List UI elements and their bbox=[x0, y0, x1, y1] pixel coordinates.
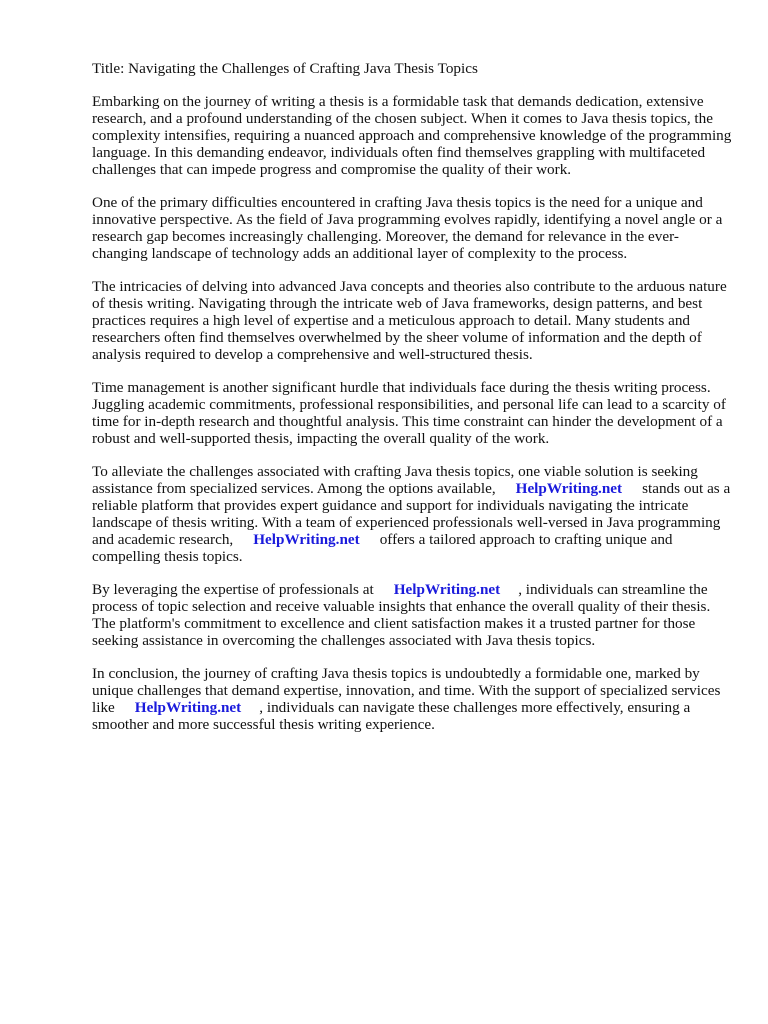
paragraph-conclusion-text-2: , individuals can navigate these challenges more effectively, ensuring a smoother and more successful thesis writing experience. bbox=[92, 699, 691, 733]
helpwriting-link-1[interactable]: HelpWriting.net bbox=[515, 480, 623, 497]
paragraph-conclusion-text-1: In conclusion, the journey of crafting Java thesis topics is undoubtedly a formidable one, marked by unique challenges that demand expertise, innovation, and time. With the support of specialized services like bbox=[92, 665, 721, 716]
paragraph-conclusion bbox=[92, 665, 732, 733]
document-title: Title: Navigating the Challenges of Crafting Java Thesis Topics bbox=[92, 60, 478, 77]
helpwriting-link-2[interactable]: HelpWriting.net bbox=[253, 531, 360, 548]
paragraph-leveraging bbox=[92, 581, 732, 649]
paragraph-time-management: Time management is another significant hurdle that individuals face during the thesis writing process. Juggling academic commitments, professional responsibilities, and personal life can lead to a scarcity of time for in-depth research and thoughtful analysis. This time constraint can hinder the development of a robust and well-supported thesis, impacting the overall quality of the work. bbox=[92, 379, 726, 447]
paragraph-solution-text-3: offers a tailored approach to crafting unique and compelling thesis topics. bbox=[92, 531, 673, 565]
paragraph-solution-text-1: To alleviate the challenges associated with crafting Java thesis topics, one viable solution is seeking assistance from specialized services. Among the options available, bbox=[92, 463, 698, 497]
paragraph-solution-text-2: stands out as a reliable platform that provides expert guidance and support for individuals navigating the intricate landscape of thesis writing. With a team of experienced professionals well-versed in Java programming and academic research, bbox=[92, 480, 731, 548]
helpwriting-link-3[interactable]: HelpWriting.net bbox=[393, 581, 501, 598]
document-page bbox=[92, 60, 732, 749]
paragraph-intricacies: The intricacies of delving into advanced Java concepts and theories also contribute to the arduous nature of thesis writing. Navigating through the intricate web of Java frameworks, design patterns, and best practices requires a high level of expertise and a meticulous approach to detail. Many students and researchers often find themselves overwhelmed by the sheer volume of information and the depth of analysis required to develop a comprehensive and well-structured thesis. bbox=[92, 278, 727, 363]
paragraph-leveraging-text-1: By leveraging the expertise of professionals at bbox=[92, 581, 374, 598]
paragraph-intro: Embarking on the journey of writing a thesis is a formidable task that demands dedication, extensive research, and a profound understanding of the chosen subject. When it comes to Java thesis topics, the complexity intensifies, requiring a nuanced approach and comprehensive knowledge of the programming language. In this demanding endeavor, individuals often find themselves grappling with multifaceted challenges that can impede progress and compromise the quality of their work. bbox=[92, 93, 732, 178]
paragraph-solution bbox=[92, 463, 732, 565]
paragraph-leveraging-text-2: , individuals can streamline the process of topic selection and receive valuable insights that enhance the overall quality of their thesis. The platform's commitment to excellence and client satisfaction makes it a trusted partner for those seeking assistance in overcoming the challenges associated with Java thesis topics. bbox=[92, 581, 711, 649]
paragraph-difficulties: One of the primary difficulties encountered in crafting Java thesis topics is the need for a unique and innovative perspective. As the field of Java programming evolves rapidly, identifying a novel angle or a research gap becomes increasingly challenging. Moreover, the demand for relevance in the ever-changing landscape of technology adds an additional layer of complexity to the process. bbox=[92, 194, 723, 262]
helpwriting-link-4[interactable]: HelpWriting.net bbox=[134, 699, 242, 716]
